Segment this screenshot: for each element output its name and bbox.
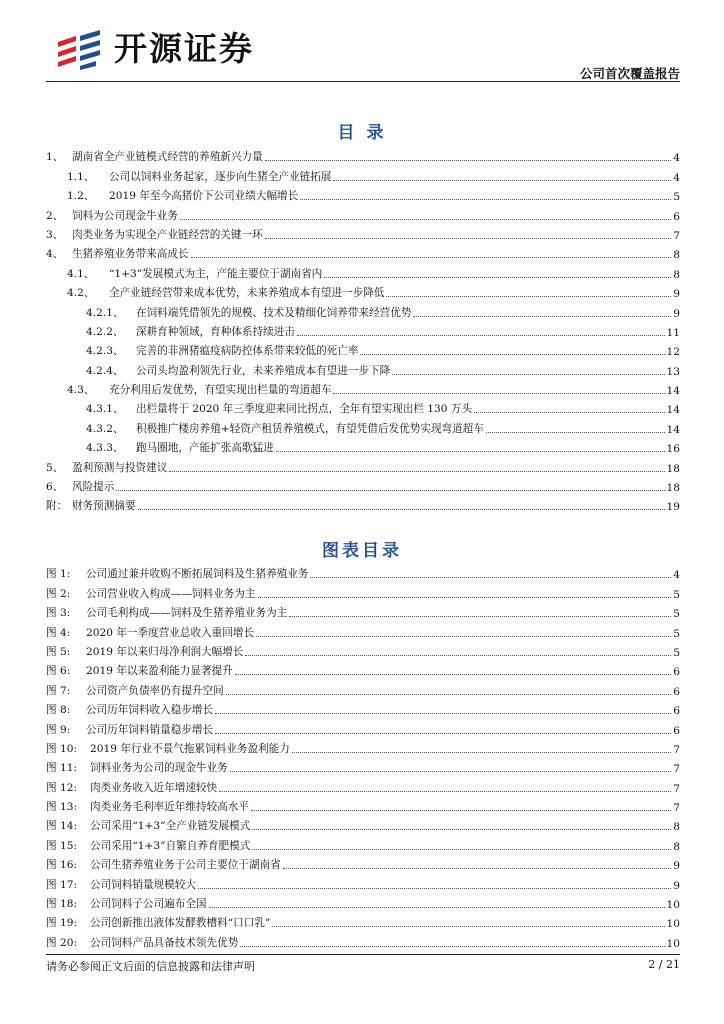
figure-entry[interactable] — [46, 853, 680, 872]
entry-title: 肉类业务为实现全产业链经营的关键一环 — [72, 228, 263, 241]
leader-dots — [276, 450, 665, 452]
entry-page: 6 — [673, 724, 680, 737]
entry-page: 6 — [673, 210, 680, 223]
figure-entry[interactable] — [46, 737, 680, 756]
report-type-label: 公司首次覆盖报告 — [579, 66, 680, 81]
entry-number: 图 14: — [46, 820, 78, 833]
leader-dots — [413, 315, 671, 317]
toc-list — [46, 145, 680, 513]
leader-dots — [486, 431, 665, 433]
entry-title: 盈利预测与投资建议 — [72, 461, 168, 474]
figure-entry[interactable] — [46, 775, 680, 794]
entry-page: 10 — [666, 899, 680, 912]
entry-number: 4.2、 — [67, 287, 95, 300]
entry-number: 图 17: — [46, 878, 78, 891]
entry-page: 6 — [673, 705, 680, 718]
leader-dots — [256, 635, 671, 637]
figure-entry[interactable] — [46, 892, 680, 911]
entry-number: 1、 — [46, 151, 64, 164]
leader-dots — [251, 809, 671, 811]
entry-title: 深耕育种领域，育种体系持续进击 — [136, 325, 295, 338]
entry-number: 4.1、 — [67, 267, 95, 280]
entry-number: 图 20: — [46, 936, 78, 949]
entry-number: 图 13: — [46, 801, 78, 814]
entry-page: 10 — [666, 918, 680, 931]
entry-page: 8 — [673, 821, 680, 834]
entry-title: 公司毛利构成——饲料及生猪养殖业务为主 — [86, 607, 288, 620]
entry-number: 附： — [46, 500, 68, 513]
toc-entry[interactable] — [46, 300, 680, 319]
leader-dots — [297, 334, 665, 336]
leader-dots — [245, 654, 671, 656]
toc-entry[interactable] — [46, 223, 680, 242]
leader-dots — [289, 615, 671, 617]
leader-dots — [215, 732, 671, 734]
entry-page: 5 — [673, 646, 680, 659]
entry-page: 9 — [673, 307, 680, 320]
entry-number: 4.3.3、 — [86, 442, 124, 455]
entry-number: 4.2.2、 — [86, 325, 124, 338]
toc-entry[interactable] — [46, 475, 680, 494]
entry-number: 图 11: — [46, 762, 78, 775]
figure-entry[interactable] — [46, 717, 680, 736]
leader-dots — [240, 945, 664, 947]
figure-entry[interactable] — [46, 698, 680, 717]
entry-title: 出栏量将于 2020 年三季度迎来同比拐点，全年有望实现出栏 130 万头 — [136, 403, 473, 416]
entry-number: 图 16: — [46, 859, 78, 872]
entry-page: 5 — [673, 191, 680, 204]
leader-dots — [209, 906, 665, 908]
entry-title: 充分利用后发优势，有望实现出栏量的弯道超车 — [109, 384, 332, 397]
entry-title: 饲料业务为公司的现金牛业务 — [90, 762, 228, 775]
entry-number: 图 5: — [46, 645, 71, 658]
entry-number: 图 2: — [46, 587, 71, 600]
entry-number: 图 15: — [46, 839, 78, 852]
entry-title: 积极推广楼房养殖+轻资产租赁养殖模式，有望凭借后发优势实现弯道超车 — [136, 422, 484, 435]
leader-dots — [116, 489, 664, 491]
leader-dots — [198, 887, 671, 889]
entry-page: 7 — [673, 743, 680, 756]
leader-dots — [252, 848, 671, 850]
entry-title: 公司营业收入构成——饲料业务为主 — [86, 587, 256, 600]
entry-title: 公司以饲料业务起家，逐步向生猪全产业链拓展 — [109, 170, 332, 183]
entry-number: 5、 — [46, 461, 64, 474]
entry-page: 16 — [666, 443, 680, 456]
toc-entry[interactable] — [46, 358, 680, 377]
entry-title: 湖南省全产业链模式经营的养殖新兴力量 — [72, 151, 263, 164]
toc-entry[interactable] — [46, 339, 680, 358]
entry-title: 全产业链经营带来成本优势，未来养殖成本有望进一步降低 — [109, 287, 385, 300]
entry-page: 4 — [673, 171, 680, 184]
entry-page: 13 — [666, 365, 680, 378]
leader-dots — [265, 237, 672, 239]
page-header — [46, 20, 680, 82]
leader-dots — [230, 770, 672, 772]
leader-dots — [392, 373, 664, 375]
toc-entry[interactable] — [46, 164, 680, 183]
entry-page: 18 — [666, 462, 680, 475]
entry-number: 1.1、 — [67, 170, 95, 183]
entry-title: 公司通过兼并收购不断拓展饲料及生猪养殖业务 — [86, 568, 309, 581]
entry-title: 2019 年行业不景气拖累饲料业务盈利能力 — [90, 742, 290, 755]
entry-title: 饲料为公司现金牛业务 — [72, 209, 178, 222]
figure-entry[interactable] — [46, 872, 680, 891]
header-divider — [46, 81, 680, 82]
leader-dots — [272, 925, 664, 927]
entry-page: 5 — [673, 627, 680, 640]
entry-page: 4 — [673, 569, 680, 582]
company-logo — [56, 26, 306, 72]
entry-number: 图 6: — [46, 665, 71, 678]
toc-entry[interactable] — [46, 145, 680, 164]
toc-entry[interactable] — [46, 455, 680, 474]
leader-dots — [219, 790, 671, 792]
entry-title: 肉类业务收入近年增速较快 — [90, 781, 218, 794]
toc-entry[interactable] — [46, 203, 680, 222]
leader-dots — [283, 867, 672, 869]
figure-entry[interactable] — [46, 833, 680, 852]
entry-title: 2019 年以来盈利能力显著提升 — [86, 665, 233, 678]
entry-title: 公司饲料销量规模较大 — [90, 878, 196, 891]
entry-title: 公司资产负债率仍有提升空间 — [86, 684, 224, 697]
figures-title: 图表目录 — [322, 541, 402, 561]
toc-title: 目 录 — [337, 123, 387, 143]
entry-title: 公司历年饲料收入稳步增长 — [86, 704, 214, 717]
entry-page: 10 — [666, 937, 680, 950]
figure-entry[interactable] — [46, 756, 680, 775]
toc-entry[interactable] — [46, 281, 680, 300]
logo-mark-icon — [56, 28, 104, 70]
entry-page: 14 — [666, 423, 680, 436]
leader-dots — [252, 828, 671, 830]
leader-dots — [300, 198, 671, 200]
entry-number: 图 8: — [46, 704, 71, 717]
logo-text: 开源证券 — [114, 29, 254, 68]
entry-number: 4.2.4、 — [86, 364, 124, 377]
leader-dots — [292, 751, 671, 753]
figure-entry[interactable] — [46, 930, 680, 949]
entry-page: 6 — [673, 666, 680, 679]
footer-disclaimer: 请务必参阅正文后面的信息披露和法律声明 — [46, 960, 255, 973]
entry-title: 风险提示 — [72, 481, 115, 494]
entry-page: 9 — [673, 879, 680, 892]
entry-page: 14 — [666, 404, 680, 417]
entry-title: 在饲料端凭借领先的规模、技术及精细化饲养带来经营优势 — [136, 306, 412, 319]
leader-dots — [138, 508, 665, 510]
figure-entry[interactable] — [46, 581, 680, 600]
leader-dots — [215, 712, 671, 714]
leader-dots — [258, 596, 672, 598]
toc-entry[interactable] — [46, 242, 680, 261]
entry-number: 图 9: — [46, 723, 71, 736]
entry-number: 1.2、 — [67, 190, 95, 203]
entry-title: 肉类业务毛利率近年维持较高水平 — [90, 801, 249, 814]
figure-entry[interactable] — [46, 659, 680, 678]
entry-page: 5 — [673, 588, 680, 601]
figure-entry[interactable] — [46, 620, 680, 639]
entry-page: 5 — [673, 608, 680, 621]
entry-page: 8 — [673, 249, 680, 262]
entry-number: 4.2.1、 — [86, 306, 124, 319]
leader-dots — [265, 159, 672, 161]
leader-dots — [386, 295, 671, 297]
entry-title: 跑马圈地，产能扩张高歌猛进 — [136, 442, 274, 455]
toc-entry[interactable] — [46, 436, 680, 455]
entry-number: 4、 — [46, 248, 64, 261]
leader-dots — [169, 470, 664, 472]
entry-page: 7 — [673, 782, 680, 795]
entry-number: 图 10: — [46, 742, 78, 755]
toc-entry[interactable] — [46, 494, 680, 513]
entry-page: 8 — [673, 268, 680, 281]
entry-number: 图 19: — [46, 917, 78, 930]
entry-title: 公司采用“1+3”全产业链发展模式 — [90, 820, 251, 833]
entry-page: 4 — [673, 152, 680, 165]
entry-number: 4.2.3、 — [86, 345, 124, 358]
entry-number: 3、 — [46, 228, 64, 241]
entry-page: 6 — [673, 685, 680, 698]
entry-title: 公司头均盈利领先行业，未来养殖成本有望进一步下降 — [136, 364, 391, 377]
toc-entry[interactable] — [46, 320, 680, 339]
toc-entry[interactable] — [46, 261, 680, 280]
entry-page: 7 — [673, 763, 680, 776]
entry-number: 图 18: — [46, 898, 78, 911]
figure-entry[interactable] — [46, 562, 680, 581]
entry-title: 公司饲料子公司遍布全国 — [90, 898, 207, 911]
entry-page: 7 — [673, 802, 680, 815]
leader-dots — [324, 276, 671, 278]
entry-title: 2019 年至今高猪价下公司业绩大幅增长 — [109, 190, 299, 203]
entry-page: 7 — [673, 229, 680, 242]
entry-number: 6、 — [46, 481, 64, 494]
figure-entry[interactable] — [46, 640, 680, 659]
entry-title: 公司生猪养殖业务于公司主要位于湖南省 — [90, 859, 281, 872]
leader-dots — [310, 576, 671, 578]
entry-page: 8 — [673, 840, 680, 853]
entry-title: 公司历年饲料销量稳步增长 — [86, 723, 214, 736]
entry-title: 完善的非洲猪瘟疫病防控体系带来较低的死亡率 — [136, 345, 359, 358]
entry-number: 图 12: — [46, 781, 78, 794]
entry-page: 9 — [673, 288, 680, 301]
toc-entry[interactable] — [46, 397, 680, 416]
entry-page: 14 — [666, 385, 680, 398]
entry-title: 生猪养殖业务带来高成长 — [72, 248, 189, 261]
entry-page: 19 — [666, 501, 680, 514]
entry-page: 9 — [673, 860, 680, 873]
leader-dots — [180, 218, 671, 220]
page-indicator: 2 / 21 — [648, 958, 680, 971]
toc-entry[interactable] — [46, 416, 680, 435]
leader-dots — [191, 256, 672, 258]
entry-number: 4.3.2、 — [86, 422, 124, 435]
figure-entry[interactable] — [46, 795, 680, 814]
footer-divider — [46, 954, 680, 955]
leader-dots — [235, 673, 671, 675]
entry-title: 公司采用“1+3”自繁自养育肥模式 — [90, 839, 251, 852]
entry-title: “1+3”发展模式为主，产能主要位于湖南省内 — [109, 267, 323, 280]
leader-dots — [333, 392, 664, 394]
entry-number: 图 4: — [46, 626, 71, 639]
figure-entry[interactable] — [46, 911, 680, 930]
entry-number: 4.3.1、 — [86, 403, 124, 416]
entry-number: 2、 — [46, 209, 64, 222]
toc-entry[interactable] — [46, 184, 680, 203]
entry-title: 2019 年以来归母净利润大幅增长 — [86, 645, 244, 658]
entry-number: 图 3: — [46, 607, 71, 620]
entry-title: 公司饲料产品具备技术领先优势 — [90, 936, 239, 949]
entry-title: 财务预测摘要 — [72, 500, 136, 513]
entry-number: 图 1: — [46, 568, 71, 581]
leader-dots — [360, 353, 664, 355]
toc-entry[interactable] — [46, 378, 680, 397]
figure-entry[interactable] — [46, 601, 680, 620]
entry-number: 图 7: — [46, 684, 71, 697]
leader-dots — [226, 693, 672, 695]
entry-page: 11 — [666, 326, 680, 339]
entry-page: 18 — [666, 482, 680, 495]
entry-number: 4.3、 — [67, 384, 95, 397]
leader-dots — [474, 411, 664, 413]
figure-entry[interactable] — [46, 814, 680, 833]
entry-title: 公司创新推出液体发酵教槽料“口口乳” — [90, 917, 271, 930]
leader-dots — [333, 179, 671, 181]
entry-page: 12 — [666, 346, 680, 359]
entry-title: 2020 年一季度营业总收入重回增长 — [86, 626, 255, 639]
figures-list — [46, 562, 680, 950]
figure-entry[interactable] — [46, 678, 680, 697]
